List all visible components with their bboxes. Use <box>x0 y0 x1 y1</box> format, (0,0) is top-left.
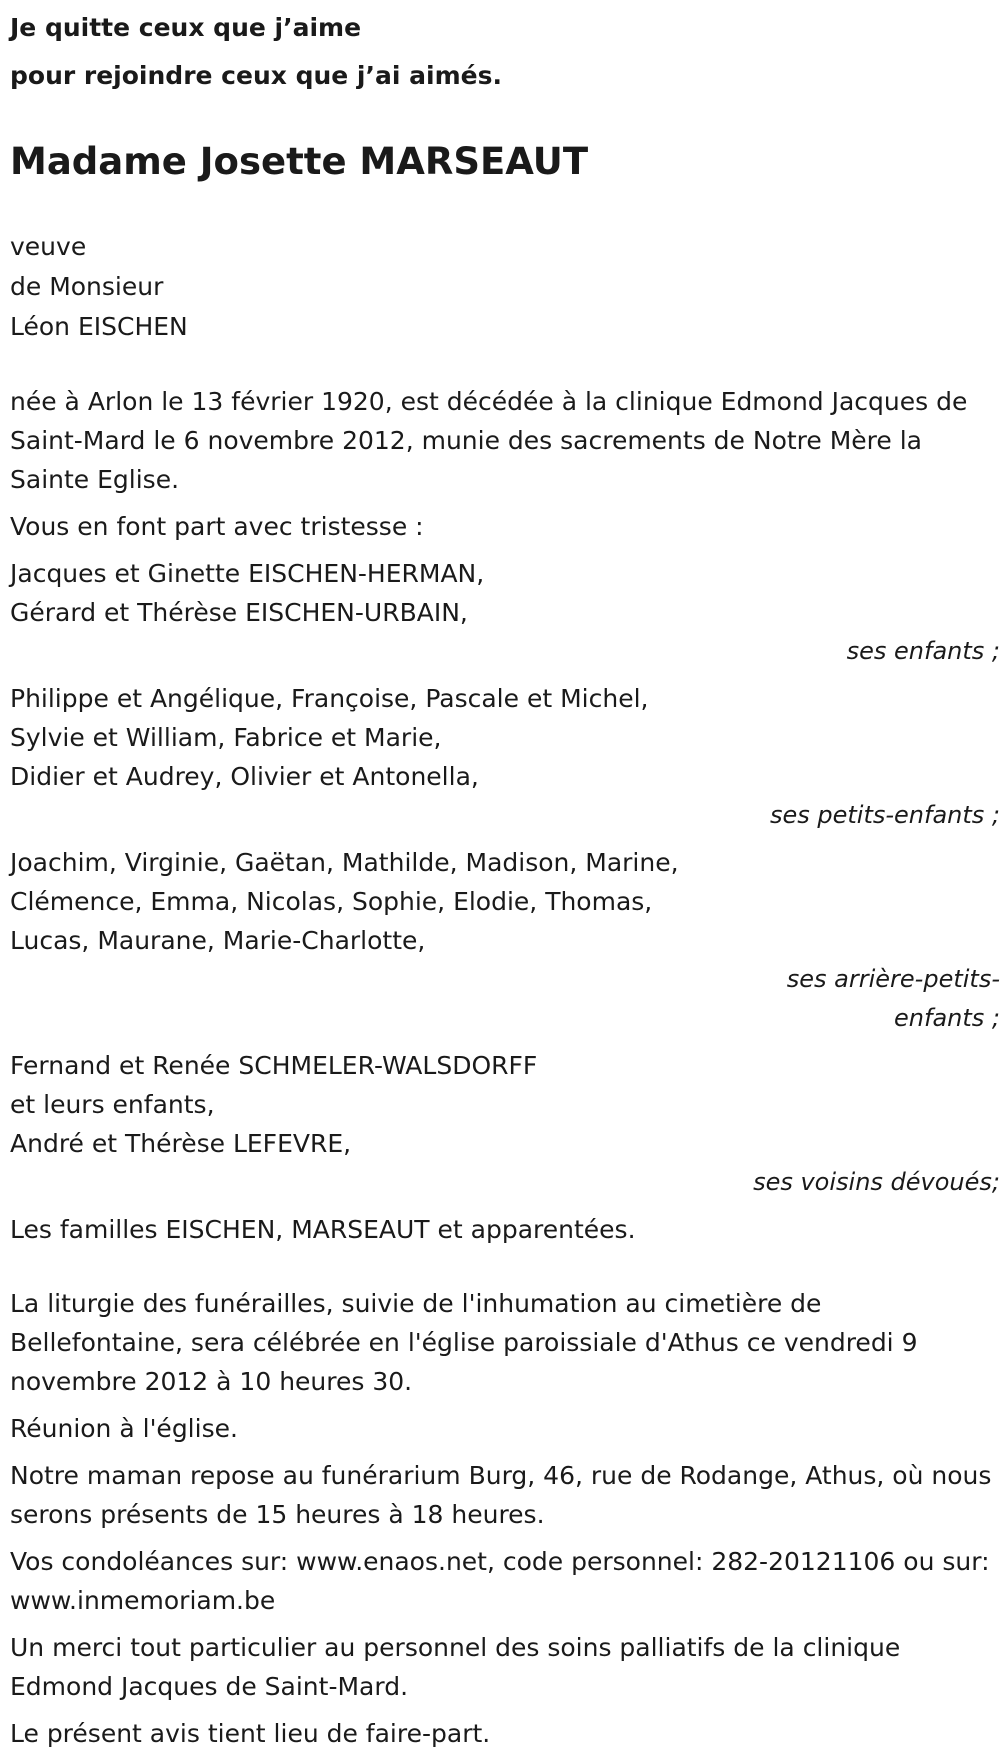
relationship-label: ses petits-enfants ; <box>769 801 1000 829</box>
family-line: Clémence, Emma, Nicolas, Sophie, Elodie, Thomas, <box>10 887 653 916</box>
family-line: Didier et Audrey, Olivier et Antonella, <box>10 762 479 791</box>
family-group-great-grandchildren <box>10 843 1000 1038</box>
birth-death-paragraph: née à Arlon le 13 février 1920, est décédée à la clinique Edmond Jacques de Saint-Mard le 6 novembre 2012, munie des sacrements de Notre Mère la Sainte Eglise. <box>10 387 968 494</box>
funeral-paragraph: La liturgie des funérailles, suivie de l'inhumation au cimetière de Bellefontaine, sera célébrée en l'église paroissiale d'Athus ce vendredi 9 novembre 2012 à 10 heures 30. <box>10 1289 918 1396</box>
family-line: Joachim, Virginie, Gaëtan, Mathilde, Madison, Marine, <box>10 848 679 877</box>
family-group-children <box>10 554 1000 671</box>
widow-line: de Monsieur <box>10 272 164 301</box>
family-line: Fernand et Renée SCHMELER-WALSDORFF <box>10 1051 538 1080</box>
widow-line: Léon EISCHEN <box>10 312 188 341</box>
widow-line: veuve <box>10 232 87 261</box>
family-line: Jacques et Ginette EISCHEN-HERMAN, <box>10 559 485 588</box>
family-line: Sylvie et William, Fabrice et Marie, <box>10 723 442 752</box>
family-line: Lucas, Maurane, Marie-Charlotte, <box>10 926 426 955</box>
family-group-grandchildren <box>10 679 1000 835</box>
rest-paragraph: Notre maman repose au funérarium Burg, 46, rue de Rodange, Athus, où nous serons présents de 15 heures à 18 heures. <box>10 1461 992 1529</box>
condolences-paragraph: Vos condoléances sur: www.enaos.net, code personnel: 282-20121106 ou sur: www.inmemoriam.be <box>10 1547 990 1615</box>
family-group-neighbours <box>10 1046 1000 1202</box>
meeting-paragraph: Réunion à l'église. <box>10 1414 238 1443</box>
thanks-paragraph: Un merci tout particulier au personnel des soins palliatifs de la clinique Edmond Jacques de Saint-Mard. <box>10 1633 901 1701</box>
closing-paragraph: Le présent avis tient lieu de faire-part. <box>10 1719 491 1748</box>
deceased-name: Madame Josette MARSEAUT <box>10 140 589 183</box>
relationship-label: enfants ; <box>894 1004 1000 1032</box>
family-line: Philippe et Angélique, Françoise, Pascale et Michel, <box>10 684 649 713</box>
epitaph-line-2: pour rejoindre ceux que j’ai aimés. <box>10 61 502 90</box>
relationship-label: ses arrière-petits- <box>786 965 1000 993</box>
family-line: André et Thérèse LEFEVRE, <box>10 1129 352 1158</box>
relationship-label: ses enfants ; <box>846 637 1000 665</box>
widow-of <box>10 227 1000 347</box>
epitaph-line-1: Je quitte ceux que j’aime <box>10 13 362 42</box>
family-line: et leurs enfants, <box>10 1090 215 1119</box>
family-line: Gérard et Thérèse EISCHEN-URBAIN, <box>10 598 468 627</box>
announcement-intro: Vous en font part avec tristesse : <box>10 512 424 541</box>
families-line: Les familles EISCHEN, MARSEAUT et apparentées. <box>10 1215 636 1244</box>
relationship-label: ses voisins dévoués; <box>753 1168 1000 1196</box>
